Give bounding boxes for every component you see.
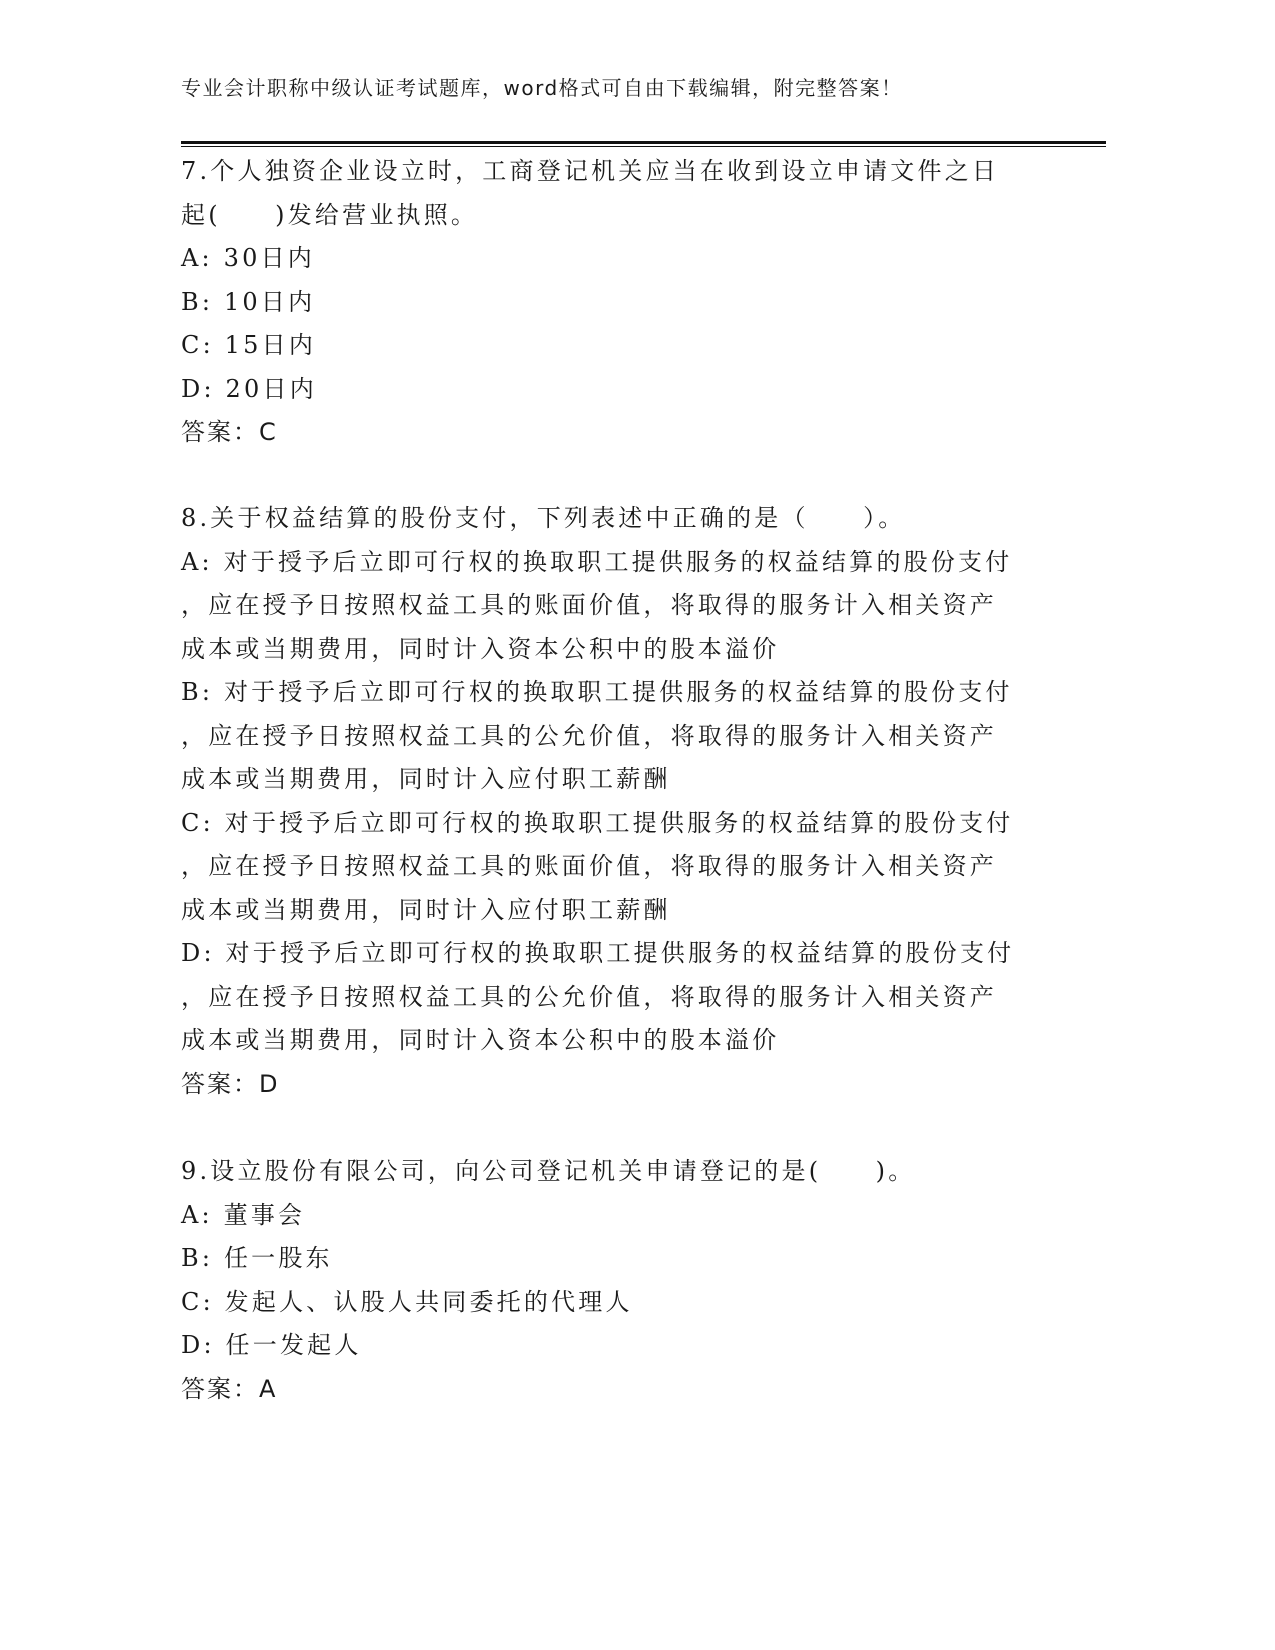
option-d: D: 20日内: [181, 374, 317, 403]
option-d: D: 任一发起人: [181, 1331, 362, 1359]
question-9: [181, 1150, 1041, 1411]
header-divider-thick: [181, 141, 1106, 144]
answer-line: 答案：A: [181, 1374, 278, 1403]
option-a-continuation: ，应在授予日按照权益工具的账面价值，将取得的服务计入相关资产: [181, 591, 997, 619]
option-d-continuation: 成本或当期费用，同时计入资本公积中的股本溢价: [181, 1026, 780, 1054]
option-b-continuation: 成本或当期费用，同时计入应付职工薪酬: [181, 765, 671, 793]
header-divider-thin: [181, 146, 1106, 147]
answer-line: 答案：C: [181, 418, 278, 446]
question-8: [181, 497, 1041, 1106]
option-d: D: 对于授予后立即可行权的换取职工提供服务的权益结算的股份支付: [181, 939, 1015, 967]
page-header: 专业会计职称中级认证考试题库，word格式可自由下载编辑，附完整答案！: [181, 76, 903, 100]
option-b-continuation: ，应在授予日按照权益工具的公允价值，将取得的服务计入相关资产: [181, 721, 997, 750]
option-b: B: 对于授予后立即可行权的换取职工提供服务的权益结算的股份支付: [181, 678, 1013, 706]
option-a: A: 董事会: [181, 1200, 306, 1229]
option-c: C: 15日内: [181, 331, 317, 359]
option-a: A: 对于授予后立即可行权的换取职工提供服务的权益结算的股份支付: [181, 547, 1013, 576]
option-b: B: 10日内: [181, 287, 316, 316]
option-a: A: 30日内: [181, 244, 315, 272]
option-c: C: 对于授予后立即可行权的换取职工提供服务的权益结算的股份支付: [181, 808, 1014, 837]
question-7: [181, 150, 1041, 455]
option-c-continuation: ，应在授予日按照权益工具的账面价值，将取得的服务计入相关资产: [181, 852, 997, 880]
question-stem-line: 起( )发给营业执照。: [181, 200, 479, 229]
answer-line: 答案：D: [181, 1069, 280, 1098]
question-stem-line: 8.关于权益结算的股份支付，下列表述中正确的是（ ）。: [181, 504, 906, 532]
option-b: B: 任一股东: [181, 1244, 333, 1272]
question-stem-line: 7.个人独资企业设立时，工商登记机关应当在收到设立申请文件之日: [181, 157, 1000, 185]
question-stem-line: 9.设立股份有限公司，向公司登记机关申请登记的是( )。: [181, 1157, 916, 1185]
option-a-continuation: 成本或当期费用，同时计入资本公积中的股本溢价: [181, 634, 780, 663]
option-c-continuation: 成本或当期费用，同时计入应付职工薪酬: [181, 895, 671, 924]
option-c: C: 发起人、认股人共同委托的代理人: [181, 1287, 633, 1316]
option-d-continuation: ，应在授予日按照权益工具的公允价值，将取得的服务计入相关资产: [181, 982, 997, 1011]
